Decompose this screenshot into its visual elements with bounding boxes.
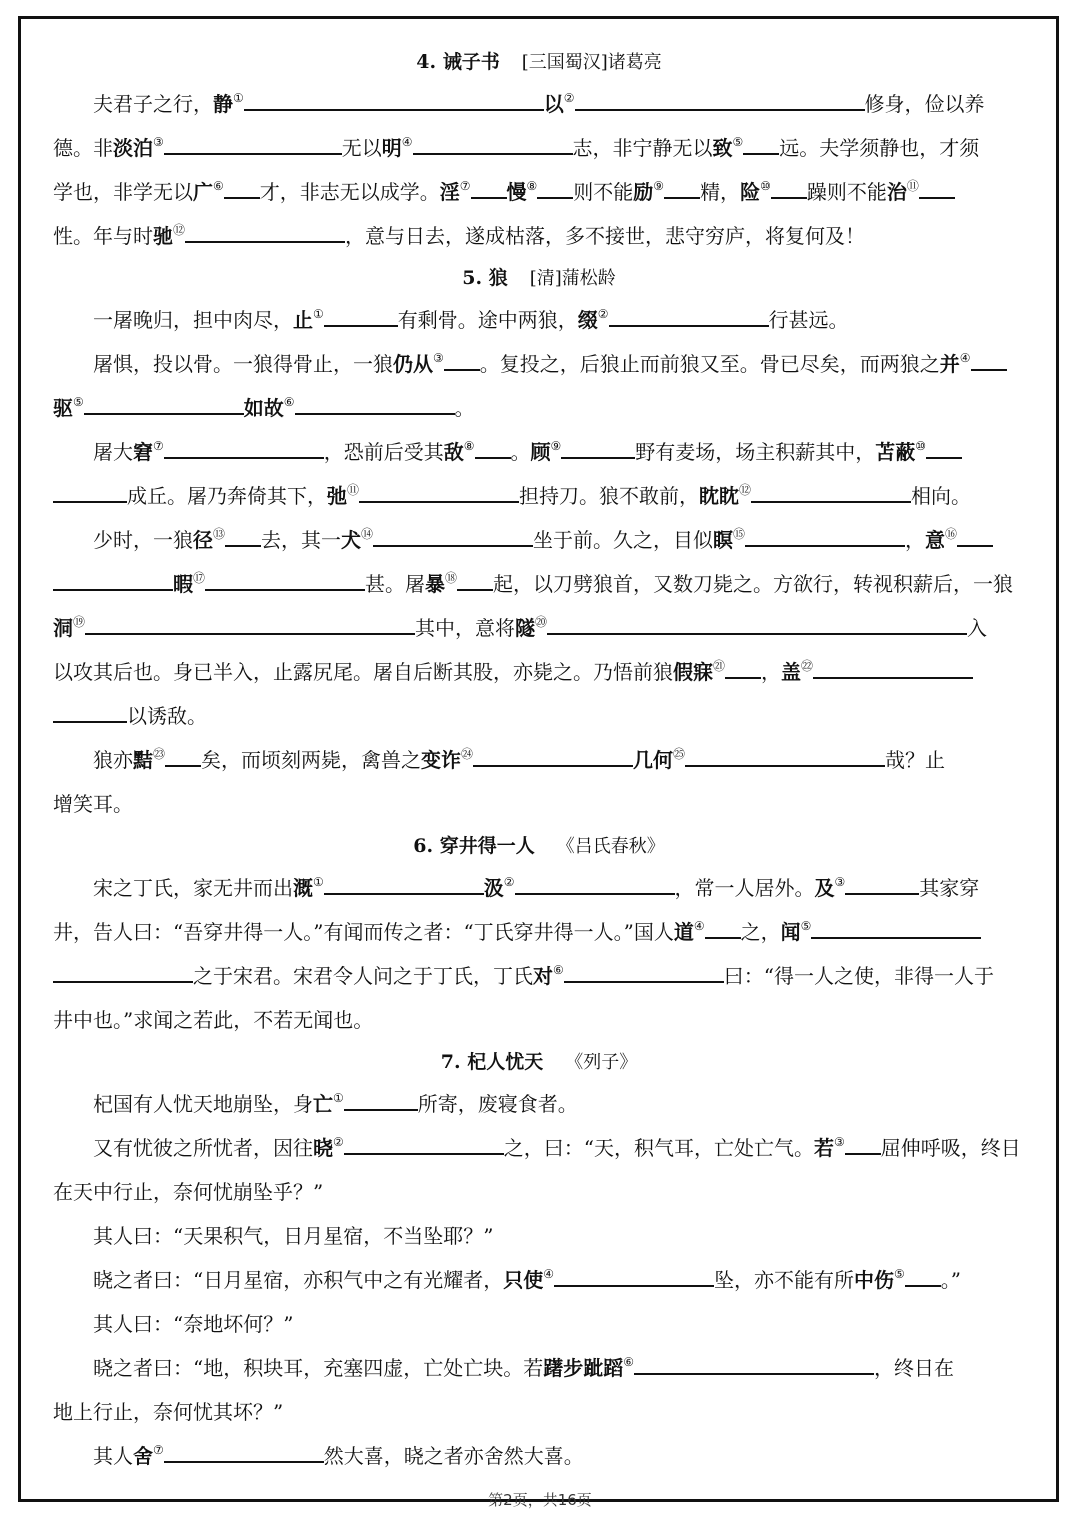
worksheet	[53, 42, 1025, 1478]
text-line: 性。年与时驰⑫ ，意与日去，遂成枯落，多不接世，悲守穷庐，将复何及！	[53, 223, 866, 248]
title-text: 4. 诫子书	[416, 51, 500, 73]
text-line: 在天中行止，奈何忧崩坠乎？”	[53, 1180, 324, 1204]
answer-blank[interactable]	[664, 181, 700, 199]
answer-blank[interactable]	[344, 1137, 504, 1155]
text-line: 晓之者曰：“地，积块耳，充塞四虚，亡处亡块。若躇步跐蹈⑥ ，终日在	[93, 1355, 954, 1380]
text-line: 狼亦黠$^㉓$ 矣，而顷刻两毙，禽兽之变诈$^㉔$ 几何$^㉕$ 哉？止	[93, 747, 946, 772]
answer-blank[interactable]	[561, 441, 635, 459]
answer-blank[interactable]	[164, 441, 324, 459]
text-line: 井中也。”求闻之若此，不若无闻也。	[53, 1008, 374, 1032]
answer-blank[interactable]	[537, 181, 573, 199]
text-line: 井，告人曰：“吾穿井得一人。”有闻而传之者：“丁氏穿井得一人。”国人道④ 之，闻⑤	[53, 910, 1025, 954]
answer-blank[interactable]	[971, 353, 1007, 371]
text-line: 洞⑲ 其中，意将隧⑳ 入	[53, 615, 988, 640]
text-line: 地上行止，奈何忧其坏？”	[53, 1400, 284, 1424]
answer-blank[interactable]	[905, 1269, 941, 1287]
page-number: 第2页，共16页	[488, 1491, 592, 1509]
text-line: 学也，非学无以广⑥ 才，非志无以成学。淫⑦ 慢⑧ 则不能励⑨ 精，险⑩ 躁则不能治⑪	[53, 170, 1025, 214]
answer-blank[interactable]	[634, 1357, 874, 1375]
answer-blank[interactable]	[743, 137, 779, 155]
text-line: 驱⑤ 如故⑥ 。	[53, 395, 475, 420]
answer-blank[interactable]	[373, 529, 533, 547]
text-line: 晓之者曰：“日月星宿，亦积气中之有光耀者，只使④ 坠，亦不能有所中伤⑤ 。”	[93, 1267, 961, 1292]
answer-blank[interactable]	[164, 1445, 324, 1463]
text-line: 杞国有人忧天地崩坠，身亡① 所寄，废寝食者。	[93, 1091, 578, 1116]
answer-blank[interactable]	[926, 441, 962, 459]
answer-blank[interactable]	[324, 309, 398, 327]
answer-blank[interactable]	[475, 441, 511, 459]
title-text: 5. 狼	[462, 267, 508, 289]
answer-blank[interactable]	[771, 181, 807, 199]
section-title	[53, 258, 1025, 298]
text-line: 其人舍⑦ 然大喜，晓之者亦舍然大喜。	[93, 1443, 584, 1468]
section-title	[53, 42, 1025, 82]
answer-blank[interactable]	[359, 485, 519, 503]
answer-blank[interactable]	[609, 309, 769, 327]
answer-blank[interactable]	[919, 181, 955, 199]
answer-blank[interactable]	[457, 573, 493, 591]
answer-blank[interactable]	[745, 529, 905, 547]
section-title	[53, 826, 1025, 866]
answer-blank[interactable]	[845, 877, 919, 895]
text-line: 之于宋君。宋君令人问之于丁氏，丁氏对⑥ 曰：“得一人之使，非得一人于	[53, 954, 1025, 998]
text-line: 一屠晚归，担中肉尽，止① 有剩骨。途中两狼，缀② 行甚远。	[93, 307, 849, 332]
source: 《列子》	[565, 1052, 638, 1073]
answer-blank[interactable]	[225, 529, 261, 547]
text-line: 暇⑰ 甚。屠暴⑱ 起，以刀劈狼首，又数刀毙之。方欲行，转视积薪后，一狼	[53, 562, 1025, 606]
text-line: 德。非淡泊③ 无以明④ 志，非宁静无以致⑤ 远。夫学须静也，才须	[53, 135, 980, 160]
source: 《吕氏春秋》	[556, 836, 665, 857]
source: [三国蜀汉]诸葛亮	[521, 52, 662, 73]
answer-blank[interactable]	[575, 93, 865, 111]
answer-blank[interactable]	[725, 661, 761, 679]
answer-blank[interactable]	[85, 617, 415, 635]
source: [清]蒲松龄	[529, 268, 616, 289]
answer-blank[interactable]	[705, 921, 741, 939]
text-line: 少时，一狼径⑬ 去，其一犬⑭ 坐于前。久之，目似瞑⑮ ，意⑯	[53, 518, 1025, 562]
answer-blank[interactable]	[295, 397, 455, 415]
text-line: 其人曰：“奈地坏何？”	[93, 1312, 294, 1336]
answer-blank[interactable]	[84, 397, 244, 415]
answer-blank[interactable]	[165, 749, 201, 767]
answer-blank[interactable]	[224, 181, 260, 199]
answer-blank[interactable]	[53, 485, 127, 503]
text-line: 增笑耳。	[53, 792, 133, 816]
answer-blank[interactable]	[811, 921, 981, 939]
answer-blank[interactable]	[53, 965, 193, 983]
text-line: 屠惧，投以骨。一狼得骨止，一狼仍从③ 。复投之，后狼止而前狼又至。骨已尽矣，而两狼之并④	[53, 342, 1025, 386]
answer-blank[interactable]	[164, 137, 342, 155]
text-line: 夫君子之行，静① 以② 修身，俭以养	[93, 91, 985, 116]
answer-blank[interactable]	[751, 485, 911, 503]
answer-blank[interactable]	[53, 573, 173, 591]
answer-blank[interactable]	[324, 877, 484, 895]
text-line: 屠大窘⑦ ，恐前后受其敌⑧ 。顾⑨ 野有麦场，场主积薪其中，苫蔽⑩	[53, 430, 1025, 474]
text-line: 以攻其后也。身已半入，止露尻尾。屠自后断其股，亦毙之。乃悟前狼假寐$^㉑$ ，盖$^㉒$	[53, 650, 1025, 694]
text-line: 以诱敌。	[53, 694, 1025, 738]
text-line: 其人曰：“天果积气，日月星宿，不当坠耶？”	[93, 1224, 494, 1248]
answer-blank[interactable]	[53, 705, 127, 723]
title-text: 6. 穿井得一人	[413, 835, 535, 857]
answer-blank[interactable]	[473, 749, 633, 767]
answer-blank[interactable]	[413, 137, 573, 155]
text-line: 成丘。屠乃奔倚其下，弛⑪ 担持刀。狼不敢前，眈眈⑫ 相向。	[53, 474, 1025, 518]
answer-blank[interactable]	[444, 353, 480, 371]
answer-blank[interactable]	[813, 661, 973, 679]
answer-blank[interactable]	[244, 93, 544, 111]
answer-blank[interactable]	[471, 181, 507, 199]
answer-blank[interactable]	[685, 749, 885, 767]
answer-blank[interactable]	[554, 1269, 714, 1287]
answer-blank[interactable]	[845, 1137, 881, 1155]
answer-blank[interactable]	[515, 877, 675, 895]
title-text: 7. 杞人忧天	[440, 1051, 544, 1073]
answer-blank[interactable]	[547, 617, 967, 635]
answer-blank[interactable]	[564, 965, 724, 983]
answer-blank[interactable]	[344, 1093, 418, 1111]
answer-blank[interactable]	[205, 573, 365, 591]
text-line: 宋之丁氏，家无井而出溉① 汲② ，常一人居外。及③ 其家穿	[93, 875, 980, 900]
text-line: 又有忧彼之所忧者，因往晓② 之，曰：“天，积气耳，亡处亡气。若③ 屈伸呼吸，终日	[93, 1135, 1021, 1160]
answer-blank[interactable]	[185, 225, 345, 243]
section-title	[53, 1042, 1025, 1082]
answer-blank[interactable]	[957, 529, 993, 547]
